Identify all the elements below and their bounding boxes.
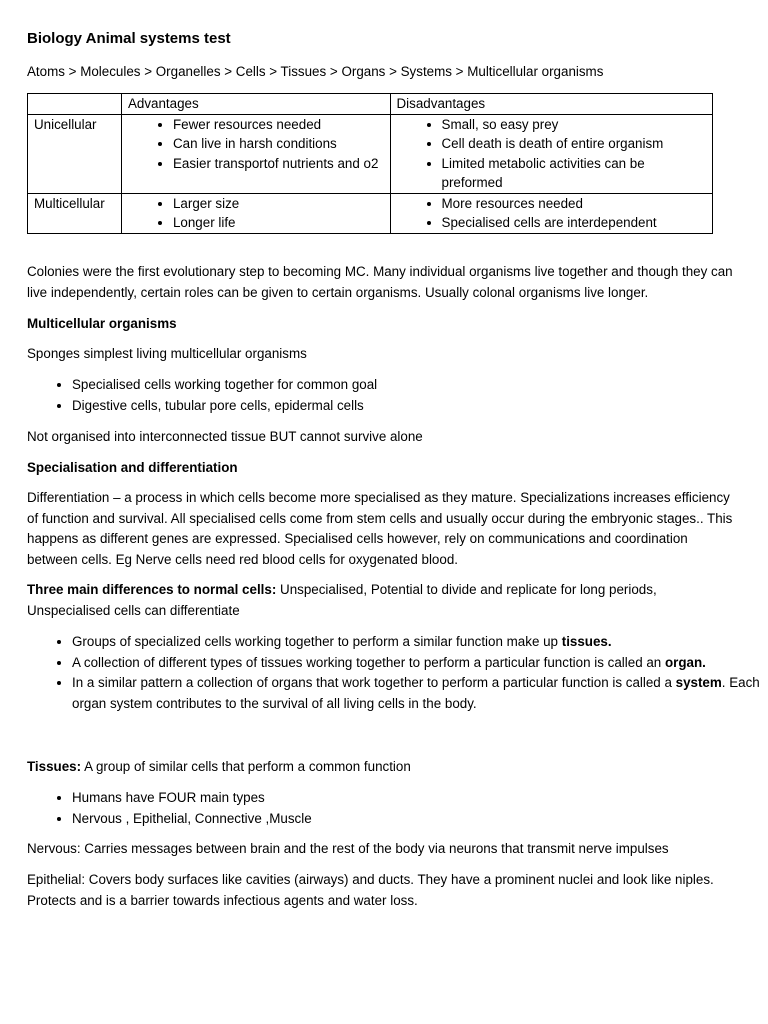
multicellular-disadvantages	[390, 193, 712, 233]
tissues-paragraph	[27, 757, 741, 778]
list-item: • Larger size	[173, 194, 384, 214]
mc-bullet-list	[27, 375, 768, 416]
tissues-text: A group of similar cells that perform a common function	[81, 759, 411, 774]
table-row	[28, 114, 713, 193]
list-item: • Small, so easy prey	[442, 115, 706, 135]
tissues-label: Tissues:	[27, 759, 82, 774]
list-item: • Nervous , Epithelial, Connective ,Muscle	[72, 809, 768, 830]
list-item	[72, 653, 768, 674]
organ-term: organ.	[664, 654, 706, 670]
three-differences-paragraph	[27, 580, 741, 621]
list-item: • Limited metabolic activities can be preformed	[442, 154, 706, 193]
mc-intro: Sponges simplest living multicellular organisms	[27, 346, 307, 361]
levels-bullet-list	[27, 632, 768, 714]
list-item: • Specialised cells working together for common goal	[72, 375, 768, 396]
three-differences-label: Three main differences to normal cells:	[27, 582, 277, 597]
system-def-text: In a similar pattern a collection of organs that work together to perform a particular function is called a	[72, 675, 676, 690]
list-item: • Longer life	[173, 213, 384, 233]
list-item	[72, 632, 768, 653]
system-def-tail: . Each organ system contributes to the survival of all living cells in the body.	[72, 675, 760, 711]
multicellular-advantages	[121, 193, 390, 233]
list-item: • More resources needed	[442, 194, 706, 214]
tissues-bullet-list	[27, 788, 768, 829]
mc-heading: Multicellular organisms	[27, 316, 177, 331]
list-item	[72, 673, 768, 714]
list-item: • Can live in harsh conditions	[173, 134, 384, 154]
tissues-def-text: Groups of specialized cells working together to perform a similar function make up	[72, 634, 562, 649]
unicellular-disadvantages	[390, 114, 712, 193]
list-item: • Specialised cells are interdependent	[442, 213, 706, 233]
table-row	[28, 193, 713, 233]
list-item: • Cell death is death of entire organism	[442, 134, 706, 154]
tissues-term: tissues.	[561, 634, 612, 649]
table-header-row	[28, 94, 713, 115]
table-header-advantages: Advantages	[121, 94, 390, 115]
list-item: • Fewer resources needed	[173, 115, 384, 135]
comparison-table	[27, 93, 713, 234]
unicellular-advantages	[121, 114, 390, 193]
list-item: • Digestive cells, tubular pore cells, epidermal cells	[72, 396, 768, 417]
list-item: • Easier transportof nutrients and o2	[173, 154, 384, 174]
differentiation-paragraph: Differentiation – a process in which cells become more specialised as they mature. Specializations increases efficiency of function and survival. All specialised cells come from stem cells and usually occur during the embryonic stages.. This happens as different genes are expressed. Specialised cells however, rely on communications and coordination between cells. Eg Nerve cells need red blood cells for oxygenated blood.	[27, 490, 733, 567]
row-label-multicellular: Multicellular	[28, 193, 122, 233]
list-item: • Humans have FOUR main types	[72, 788, 768, 809]
three-differences-text: Unspecialised, Potential to divide and replicate for long periods, Unspecialised cells can differentiate	[27, 582, 657, 618]
table-header-disadvantages: Disadvantages	[390, 94, 712, 115]
spec-heading: Specialisation and differentiation	[27, 460, 238, 475]
page-title: Biology Animal systems test	[27, 30, 231, 47]
colonies-paragraph: Colonies were the first evolutionary step to becoming MC. Many individual organisms live together and though they can live independently, certain roles can be given to certain organisms. Usually colonal organisms live longer.	[27, 264, 733, 300]
system-term: system	[675, 675, 722, 690]
nervous-paragraph: Nervous: Carries messages between brain and the rest of the body via neurons that transmit nerve impulses	[27, 841, 669, 856]
hierarchy-line: Atoms > Molecules > Organelles > Cells > Tissues > Organs > Systems > Multicellular organisms	[27, 64, 604, 79]
epithelial-paragraph: Epithelial: Covers body surfaces like cavities (airways) and ducts. They have a prominent nuclei and look like niples. Protects and is a barrier towards infectious agents and water loss.	[27, 872, 714, 908]
row-label-unicellular: Unicellular	[28, 114, 122, 193]
table-header-blank	[28, 94, 122, 115]
organ-def-text: A collection of different types of tissues working together to perform a particular function is called an	[72, 654, 665, 670]
mc-note: Not organised into interconnected tissue BUT cannot survive alone	[27, 429, 423, 444]
